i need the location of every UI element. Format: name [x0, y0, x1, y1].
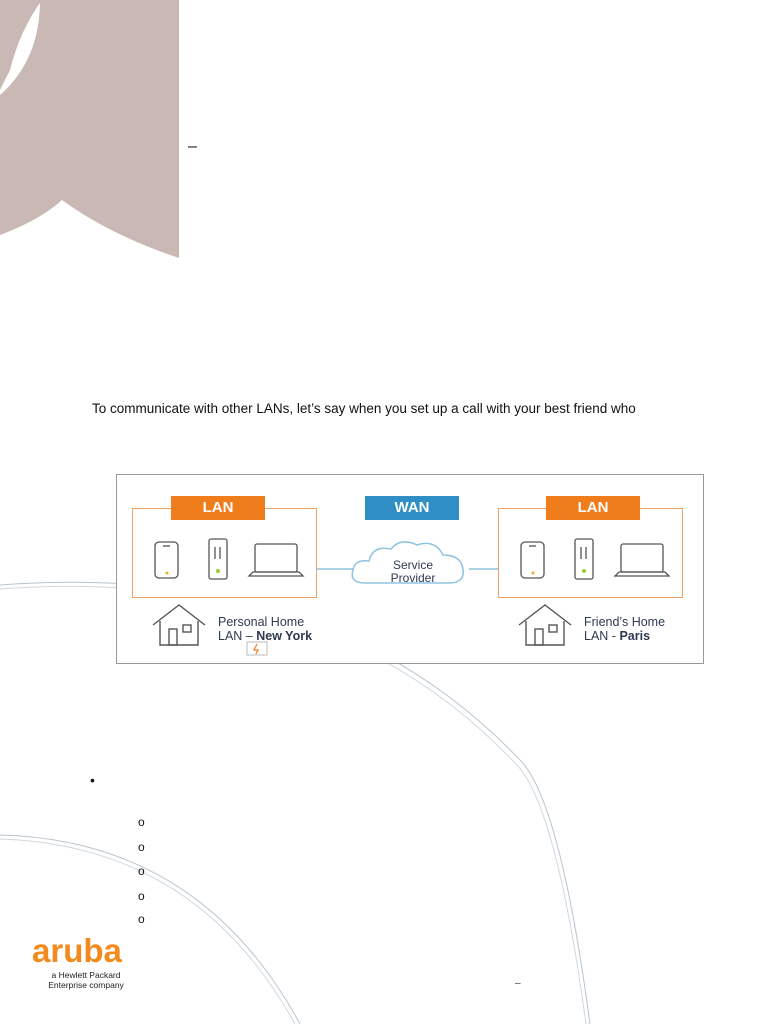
- taupe-side-shape: [0, 0, 179, 258]
- left-lan-tag: LAN: [171, 496, 265, 520]
- aruba-logo: aruba: [32, 932, 122, 969]
- phone-icon: [521, 542, 544, 578]
- right-home-prefix: LAN -: [584, 629, 620, 643]
- router-icon: [209, 539, 227, 579]
- phone-icon: [155, 542, 178, 578]
- logo-tagline-line1: a Hewlett Packard: [51, 970, 121, 980]
- left-home-city: New York: [256, 629, 313, 643]
- wan-tag: WAN: [365, 496, 459, 520]
- left-home-caption: [218, 615, 312, 643]
- right-home-city: Paris: [619, 629, 651, 643]
- right-home-caption: [584, 615, 665, 643]
- laptop-icon: [249, 544, 303, 576]
- router-icon: [575, 539, 593, 579]
- logo-tagline: [48, 970, 124, 990]
- left-home-prefix: LAN –: [218, 629, 257, 643]
- top-dash: –: [188, 138, 197, 155]
- sub-bullet-marker: o: [138, 889, 145, 903]
- sub-bullet-marker: o: [138, 912, 145, 926]
- intro-paragraph: To communicate with other LANs, let’s say when you set up a call with your best friend who: [92, 401, 636, 416]
- right-home-line1: Friend’s Home: [584, 615, 666, 629]
- lan-wan-diagram: [116, 474, 704, 664]
- right-lan-tag: LAN: [546, 496, 640, 520]
- service-provider-label: [373, 559, 453, 585]
- house-icon: [153, 605, 205, 645]
- embedded-object-icon: [247, 642, 267, 655]
- logo-tagline-line2: Enterprise company: [48, 980, 124, 990]
- cloud-label-line1: Service: [392, 558, 433, 572]
- bullet-marker: •: [90, 772, 95, 788]
- laptop-icon: [615, 544, 669, 576]
- right-home-line2: [584, 629, 665, 643]
- cloud-label-line2: Provider: [390, 571, 436, 585]
- decor-arc-lower: [0, 835, 300, 1024]
- sub-bullet-marker: o: [138, 864, 145, 878]
- left-home-line1: Personal Home: [218, 615, 305, 629]
- sub-bullet-marker: o: [138, 840, 145, 854]
- footer-dash: –: [515, 978, 521, 989]
- sub-bullet-marker: o: [138, 815, 145, 829]
- left-home-line2: [218, 629, 312, 643]
- house-icon: [519, 605, 571, 645]
